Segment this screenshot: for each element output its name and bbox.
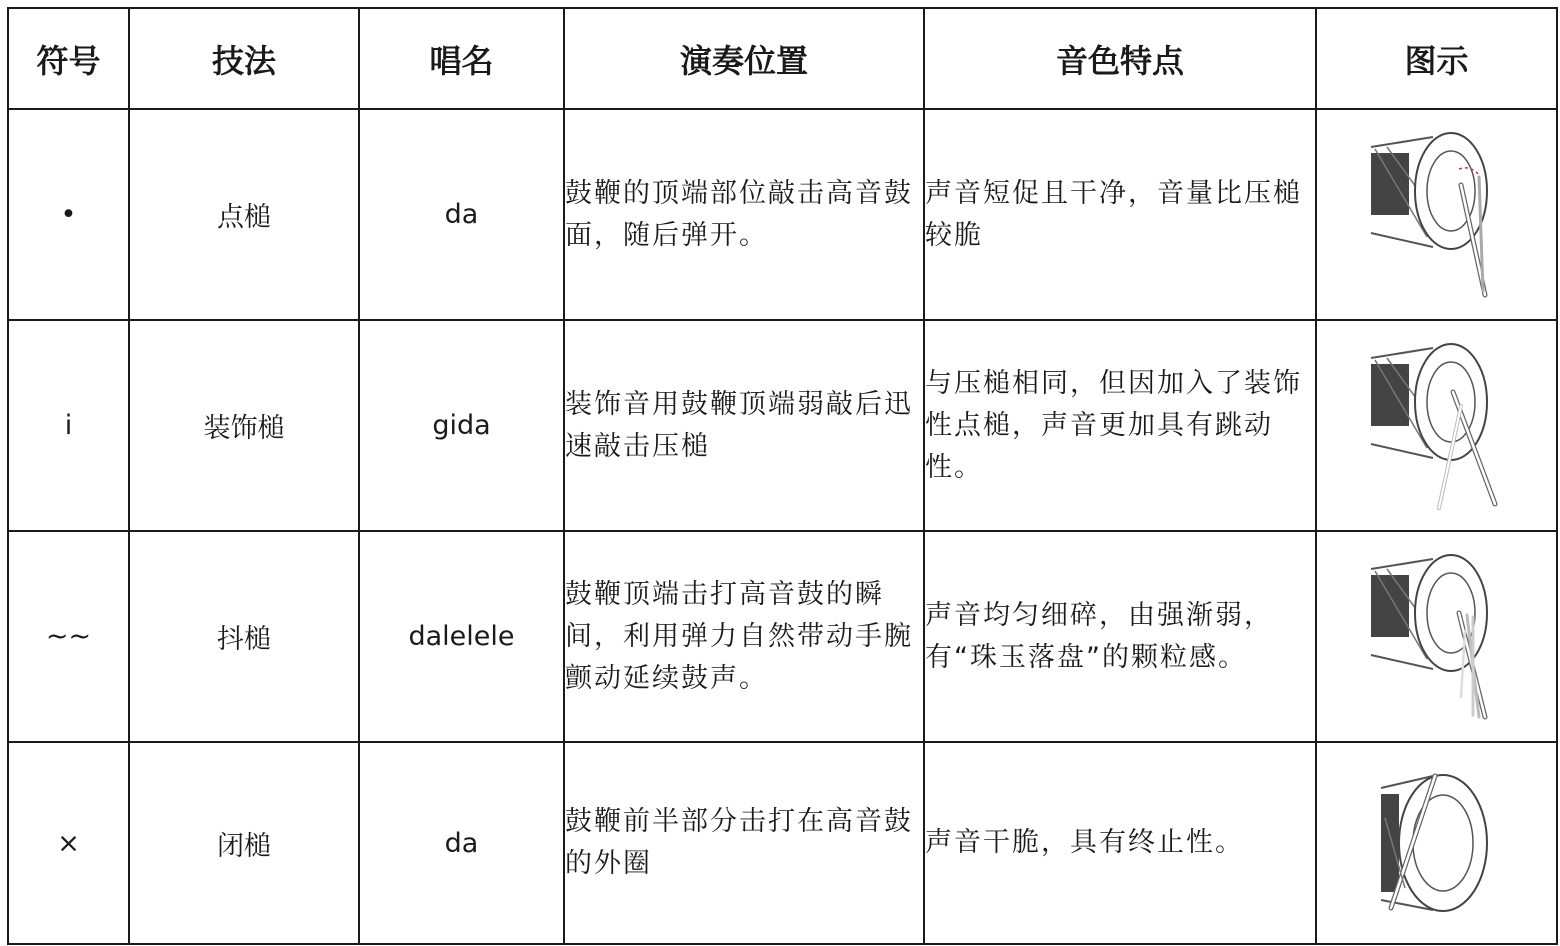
technique-cell: 装饰槌 — [129, 320, 359, 531]
image-cell — [1316, 531, 1557, 742]
table-row — [8, 531, 1557, 742]
syllable-cell: da — [359, 109, 564, 320]
table-row — [8, 742, 1557, 944]
symbol-cell: i — [8, 320, 129, 531]
position-cell: 鼓鞭前半部分击打在高音鼓的外圈 — [564, 742, 924, 944]
image-cell — [1316, 109, 1557, 320]
timbre-cell: 与压槌相同，但因加入了装饰性点槌，声音更加具有跳动性。 — [924, 320, 1316, 531]
header-timbre: 音色特点 — [924, 8, 1316, 109]
drum-rim-strike-icon — [1377, 768, 1497, 918]
drum-stick-grace-icon — [1367, 336, 1507, 516]
drum-stick-tap-icon — [1367, 125, 1507, 305]
syllable-cell: gida — [359, 320, 564, 531]
technique-table — [7, 7, 1558, 945]
symbol-cell: • — [8, 109, 129, 320]
technique-cell: 闭槌 — [129, 742, 359, 944]
image-cell — [1316, 320, 1557, 531]
timbre-cell: 声音干脆，具有终止性。 — [924, 742, 1316, 944]
header-position: 演奏位置 — [564, 8, 924, 109]
timbre-cell: 声音均匀细碎，由强渐弱，有“珠玉落盘”的颗粒感。 — [924, 531, 1316, 742]
header-syllable: 唱名 — [359, 8, 564, 109]
position-cell: 鼓鞭顶端击打高音鼓的瞬间，利用弹力自然带动手腕颤动延续鼓声。 — [564, 531, 924, 742]
timbre-cell: 声音短促且干净，音量比压槌较脆 — [924, 109, 1316, 320]
symbol-cell: ~~ — [8, 531, 129, 742]
header-technique: 技法 — [129, 8, 359, 109]
syllable-cell: da — [359, 742, 564, 944]
position-cell: 鼓鞭的顶端部位敲击高音鼓面，随后弹开。 — [564, 109, 924, 320]
image-cell — [1316, 742, 1557, 944]
drum-stick-roll-icon — [1367, 547, 1507, 727]
header-row — [8, 8, 1557, 109]
position-cell: 装饰音用鼓鞭顶端弱敲后迅速敲击压槌 — [564, 320, 924, 531]
header-image: 图示 — [1316, 8, 1557, 109]
symbol-cell: × — [8, 742, 129, 944]
header-symbol: 符号 — [8, 8, 129, 109]
technique-cell: 点槌 — [129, 109, 359, 320]
table-row — [8, 320, 1557, 531]
technique-cell: 抖槌 — [129, 531, 359, 742]
syllable-cell: dalelele — [359, 531, 564, 742]
table-row — [8, 109, 1557, 320]
